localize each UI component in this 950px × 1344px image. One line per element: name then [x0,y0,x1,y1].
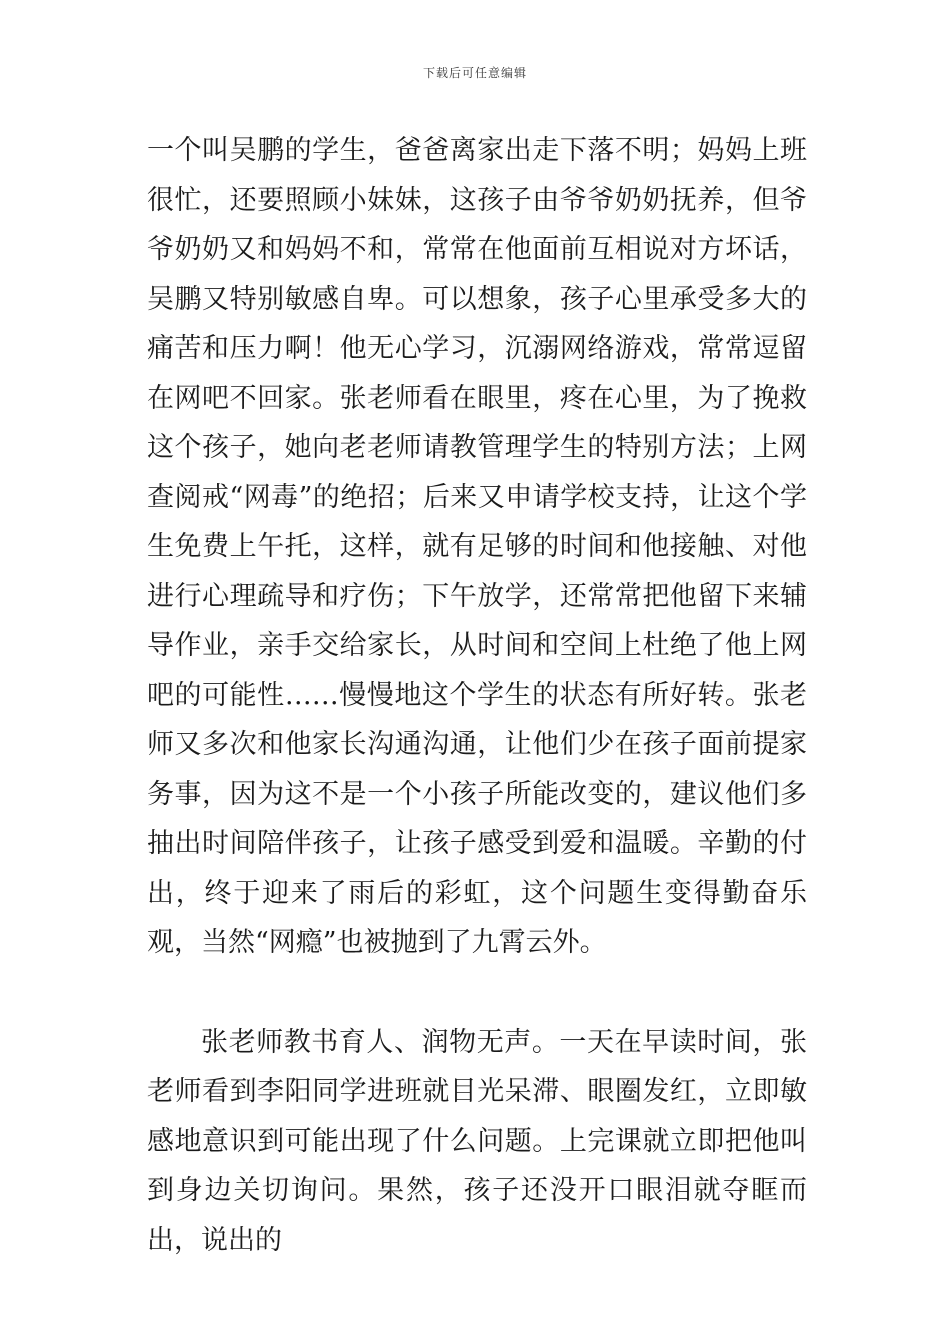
paragraph-gap [147,968,807,1018]
document-body [147,126,807,1265]
paragraph: 一个叫吴鹏的学生，爸爸离家出走下落不明；妈妈上班很忙，还要照顾小妹妹，这孩子由爷爷奶奶抚养，但爷爷奶奶又和妈妈不和，常常在他面前互相说对方坏话，吴鹏又特别敏感自卑。可以想象，孩子心里承受多大的痛苦和压力啊！他无心学习，沉溺网络游戏，常常逗留在网吧不回家。张老师看在眼里，疼在心里，为了挽救这个孩子，她向老老师请教管理学生的特别方法；上网查阅戒“网毒”的绝招；后来又申请学校支持，让这个学生免费上午托，这样，就有足够的时间和他接触、对他进行心理疏导和疗伤；下午放学，还常常把他留下来辅导作业，亲手交给家长，从时间和空间上杜绝了他上网吧的可能性……慢慢地这个学生的状态有所好转。张老师又多次和他家长沟通沟通，让他们少在孩子面前提家务事，因为这不是一个小孩子所能改变的，建议他们多抽出时间陪伴孩子，让孩子感受到爱和温暖。辛勤的付出，终于迎来了雨后的彩虹，这个问题生变得勤奋乐观，当然“网瘾”也被抛到了九霄云外。 [147,135,807,958]
page-header: 下载后可任意编辑 [422,66,527,80]
paragraph: 张老师教书育人、润物无声。一天在早读时间，张老师看到李阳同学进班就目光呆滞、眼圈发红，立即敏感地意识到可能出现了什么问题。上完课就立即把他叫到身边关切询问。果然，孩子还没开口眼泪就夺眶而出，说出的 [147,1026,807,1256]
